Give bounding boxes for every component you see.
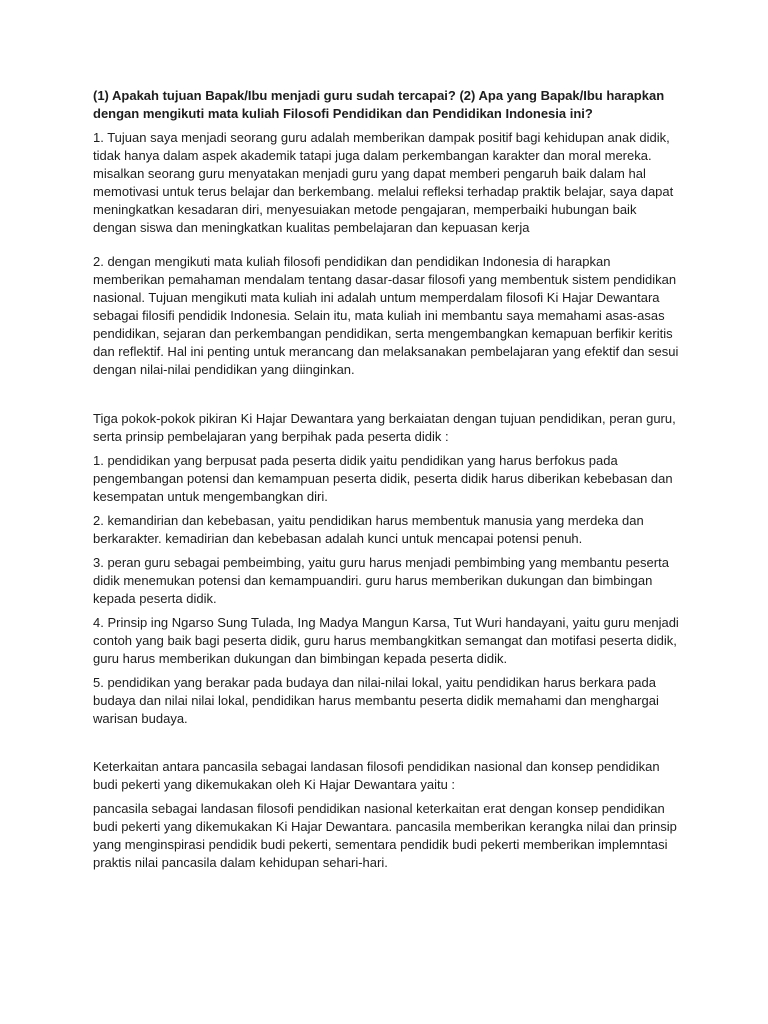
- point-4-paragraph: 4. Prinsip ing Ngarso Sung Tulada, Ing Madya Mangun Karsa, Tut Wuri handayani, yaitu guru menjadi contoh yang baik bagi peserta didik, guru harus membangkitkan semangat dan motifasi peserta didik, guru harus memberikan dukungan dan bimbingan kepada peserta didik.: [93, 615, 679, 666]
- section-3-body: pancasila sebagai landasan filosofi pendidikan nasional keterkaitan erat dengan konsep pendidikan budi pekerti yang dikemukakan Ki Hajar Dewantara. pancasila memberikan kerangka nilai dan prinsip yang menginspirasi pendidik budi pekerti, sementara pendidik budi pekerti memberikan implemntasi praktis nilai pancasila dalam kehidupan sehari-hari.: [93, 801, 677, 870]
- point-3-paragraph: 3. peran guru sebagai pembeimbing, yaitu guru harus menjadi pembimbing yang membantu peserta didik menemukan potensi dan kemampuandiri. guru harus memberikan dukungan dan bimbingan kepada peserta didik.: [93, 555, 669, 606]
- section-3-intro: Keterkaitan antara pancasila sebagai landasan filosofi pendidikan nasional dan konsep pendidikan budi pekerti yang dikemukakan oleh Ki Hajar Dewantara yaitu :: [93, 759, 660, 792]
- section-2-intro: Tiga pokok-pokok pikiran Ki Hajar Dewantara yang berkaiatan dengan tujuan pendidikan, peran guru, serta prinsip pembelajaran yang berpihak pada peserta didik :: [93, 411, 676, 444]
- point-1-paragraph: 1. pendidikan yang berpusat pada peserta didik yaitu pendidikan yang harus berfokus pada pengembangan potensi dan kemampuan peserta didik, peserta didik harus diberikan kebebasan dan kesempatan untuk mengembangkan diri.: [93, 453, 673, 504]
- answer-1-paragraph: 1. Tujuan saya menjadi seorang guru adalah memberikan dampak positif bagi kehidupan anak didik, tidak hanya dalam aspek akademik tatapi juga dalam perkembangan karakter dan moral mereka. misalkan seorang guru menyatakan menjadi guru yang dapat memberi pengaruh baik dalam hal memotivasi untuk terus belajar dan berkembang. melalui refleksi terhadap praktik belajar, saya dapat meningkatkan kesadaran diri, menyesuiakan metode pengajaran, memperbaiki hubungan baik dengan siswa dan meningkatkan kualitas pembelajaran dan kepuasan kerja: [93, 130, 674, 235]
- point-5-paragraph: 5. pendidikan yang berakar pada budaya dan nilai-nilai lokal, yaitu pendidikan harus berkara pada budaya dan nilai nilai lokal, pendidikan harus membantu peserta didik memahami dan menghargai warisan budaya.: [93, 675, 659, 726]
- point-2-paragraph: 2. kemandirian dan kebebasan, yaitu pendidikan harus membentuk manusia yang merdeka dan berkarakter. kemadirian dan kebebasan adalah kunci untuk mencapai potensi penuh.: [93, 513, 644, 546]
- document-page: [93, 87, 683, 878]
- answer-2-paragraph: 2. dengan mengikuti mata kuliah filosofi pendidikan dan pendidikan Indonesia di harapkan memberikan pemahaman mendalam tentang dasar-dasar filosofi yang membentuk sistem pendidikan nasional. Tujuan mengikuti mata kuliah ini adalah untum memperdalam filosofi Ki Hajar Dewantara sebagai filosifi pendidik Indonesia. Selain itu, mata kuliah ini membantu saya memahami asas-asas pendidikan, sejaran dan perkembangan pendidikan, serta mengembangkan kemapuan berfikir keritis dan reflektif. Hal ini penting untuk merancang dan melaksanakan pembelajaran yang efektif dan sesui dengan nilai-nilai pendidikan yang diinginkan.: [93, 254, 679, 377]
- question-heading: (1) Apakah tujuan Bapak/Ibu menjadi guru sudah tercapai? (2) Apa yang Bapak/Ibu harapkan dengan mengikuti mata kuliah Filosofi Pendidikan dan Pendidikan Indonesia ini?: [93, 88, 665, 121]
